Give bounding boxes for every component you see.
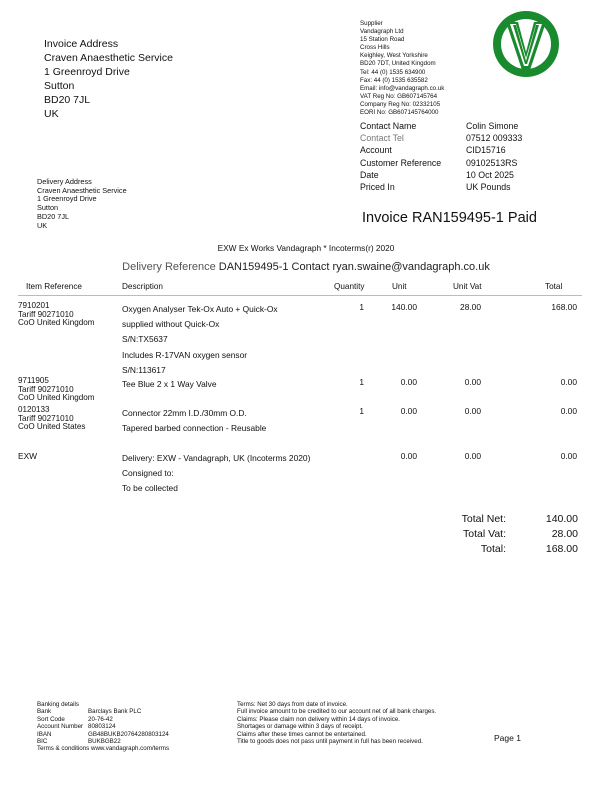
item-code: 0120133 bbox=[18, 405, 50, 414]
item-reference bbox=[18, 377, 94, 403]
supplier-line: Cross Hills bbox=[360, 44, 390, 52]
contact-label: Date bbox=[360, 169, 379, 180]
bank-value: BUKBGB22 bbox=[88, 738, 121, 746]
contact-label: Priced In bbox=[360, 182, 395, 193]
delivery-address-line: BD20 7JL bbox=[37, 211, 70, 221]
delivery-reference-value: DAN159495-1 Contact ryan.swaine@vandagraph.co.uk bbox=[218, 261, 490, 273]
delivery-address-line: UK bbox=[37, 220, 48, 230]
item-unit-vat: 28.00 bbox=[460, 302, 481, 312]
supplier-line: VAT Reg No: GB607145764 bbox=[360, 92, 438, 100]
header-item-reference: Item Reference bbox=[26, 282, 82, 291]
supplier-line: Vandagraph Ltd bbox=[360, 28, 404, 36]
item-unit: 0.00 bbox=[400, 377, 417, 387]
item-quantity: 1 bbox=[359, 377, 364, 387]
item-origin: CoO United States bbox=[18, 422, 86, 432]
bank-row bbox=[37, 708, 169, 715]
item-description-line: Tee Blue 2 x 1 Way Valve bbox=[122, 379, 217, 389]
supplier-line: EORI No: GB607145764000 bbox=[360, 109, 439, 117]
invoice-address-line: BD20 7JL bbox=[44, 94, 91, 106]
item-description bbox=[122, 406, 266, 436]
bank-row bbox=[37, 738, 169, 745]
total-vat-label: Total Vat: bbox=[463, 528, 506, 540]
item-description-line: S/N:113617 bbox=[122, 364, 166, 375]
total-vat-value: 28.00 bbox=[551, 528, 578, 540]
item-unit-vat: 0.00 bbox=[464, 406, 481, 416]
terms-line: Title to goods does not pass until payment in full has been received. bbox=[237, 738, 423, 746]
item-description-line: To be collected bbox=[122, 483, 178, 494]
item-unit: 0.00 bbox=[400, 451, 417, 461]
bank-row bbox=[37, 731, 169, 738]
item-code: 7910201 bbox=[18, 301, 50, 310]
supplier-line: Fax: 44 (0) 1535 635582 bbox=[360, 76, 428, 84]
supplier-line: 15 Station Road bbox=[360, 36, 405, 44]
item-origin: CoO United Kingdom bbox=[18, 318, 95, 328]
grand-total-label: Total: bbox=[480, 543, 506, 555]
item-total: 0.00 bbox=[560, 377, 577, 387]
item-tariff: Tariff 90271010 bbox=[18, 309, 74, 319]
delivery-address-line: Sutton bbox=[37, 203, 59, 213]
item-description bbox=[122, 377, 217, 392]
header-quantity: Quantity bbox=[334, 282, 365, 291]
bank-label: IBAN bbox=[37, 730, 52, 738]
delivery-address-heading: Delivery Address bbox=[37, 177, 92, 186]
supplier-line: Email: info@vandagraph.co.uk bbox=[360, 84, 445, 92]
header-total: Total bbox=[545, 282, 563, 291]
totals-block bbox=[420, 512, 578, 557]
bank-row bbox=[37, 723, 169, 730]
item-reference bbox=[18, 406, 85, 432]
item-description bbox=[122, 302, 278, 378]
bank-label: Account Number bbox=[37, 723, 84, 731]
item-total: 0.00 bbox=[560, 451, 577, 461]
contact-label: Contact Name bbox=[360, 121, 417, 131]
invoice-title: Invoice RAN159495-1 Paid bbox=[362, 210, 537, 226]
totals-row bbox=[420, 512, 578, 527]
item-description-line: supplied without Quick-Ox bbox=[122, 319, 220, 330]
contact-label: Customer Reference bbox=[360, 157, 442, 168]
contact-value: 10 Oct 2025 bbox=[466, 169, 514, 180]
item-unit-vat: 0.00 bbox=[464, 451, 481, 461]
bank-value: 20-76-42 bbox=[88, 715, 113, 723]
contact-label: Account bbox=[360, 145, 392, 156]
terms-line: Full invoice amount to be credited to our account net of all bank charges. bbox=[237, 708, 437, 716]
item-origin: CoO United Kingdom bbox=[18, 393, 95, 403]
banking-details-heading: Banking details bbox=[37, 701, 79, 708]
item-unit: 140.00 bbox=[391, 302, 417, 312]
bank-label: Bank bbox=[37, 708, 52, 716]
banking-details bbox=[37, 701, 169, 753]
contact-value: UK Pounds bbox=[466, 182, 511, 193]
item-total: 168.00 bbox=[551, 302, 577, 312]
contact-value: CID15716 bbox=[466, 145, 506, 156]
total-net-value: 140.00 bbox=[545, 513, 578, 525]
item-tariff: Tariff 90271010 bbox=[18, 384, 74, 394]
item-description-line: Consigned to: bbox=[122, 468, 174, 479]
item-tariff: Tariff 90271010 bbox=[18, 413, 74, 423]
payment-terms bbox=[237, 701, 436, 745]
incoterms-line: EXW Ex Works Vandagraph * Incoterms(r) 2020 bbox=[217, 243, 395, 253]
header-unit: Unit bbox=[392, 282, 407, 291]
item-reference bbox=[18, 302, 94, 328]
bank-value: 80803124 bbox=[88, 723, 116, 731]
contact-label: Contact Tel bbox=[360, 133, 404, 144]
item-unit: 0.00 bbox=[400, 406, 417, 416]
item-description bbox=[122, 451, 310, 497]
invoice-address-heading: Invoice Address bbox=[44, 38, 119, 50]
terms-line: Claims after these times cannot be entertained. bbox=[237, 730, 367, 738]
item-reference bbox=[18, 451, 37, 461]
item-description-line: Connector 22mm I.D./30mm O.D. bbox=[122, 408, 247, 418]
item-unit-vat: 0.00 bbox=[464, 377, 481, 387]
invoice-address-line: UK bbox=[44, 108, 59, 120]
supplier-line: BD20 7DT, United Kingdom bbox=[360, 60, 436, 68]
supplier-line: Keighley, West Yorkshire bbox=[360, 52, 428, 60]
grand-total-value: 168.00 bbox=[545, 543, 578, 555]
item-description-line: S/N:TX5637 bbox=[122, 334, 168, 345]
bank-label: BIC bbox=[37, 738, 48, 746]
supplier-heading: Supplier bbox=[360, 20, 383, 27]
total-net-label: Total Net: bbox=[461, 513, 506, 525]
supplier-line: Tel: 44 (0) 1535 634900 bbox=[360, 68, 426, 76]
item-code: EXW bbox=[18, 451, 38, 461]
bank-row bbox=[37, 716, 169, 723]
totals-row bbox=[420, 542, 578, 557]
terms-conditions-link[interactable]: Terms & conditions www.vandagraph.com/terms bbox=[37, 745, 170, 753]
item-description-line: Tapered barbed connection - Reusable bbox=[122, 423, 267, 434]
delivery-address-line: 1 Greenroyd Drive bbox=[37, 194, 97, 204]
item-description-line: Delivery: EXW - Vandagraph, UK (Incoterms 2020) bbox=[122, 453, 311, 463]
delivery-reference-label: Delivery Reference bbox=[122, 261, 216, 273]
supplier-line: Company Reg No: 02332105 bbox=[360, 100, 441, 108]
invoice-address-line: Craven Anaesthetic Service bbox=[44, 52, 173, 64]
item-description-line: Oxygen Analyser Tek-Ox Auto + Quick-Ox bbox=[122, 304, 278, 314]
item-description-line: Includes R-17VAN oxygen sensor bbox=[122, 349, 248, 360]
terms-line: Shortages or damage within 3 days of receipt. bbox=[237, 723, 363, 731]
delivery-address-line: Craven Anaesthetic Service bbox=[37, 185, 127, 195]
contact-value: 09102513RS bbox=[466, 157, 518, 168]
bank-value: Barclays Bank PLC bbox=[88, 708, 142, 716]
contact-value: 07512 009333 bbox=[466, 133, 523, 144]
invoice-address-line: Sutton bbox=[44, 80, 75, 92]
invoice-address-line: 1 Greenroyd Drive bbox=[44, 66, 130, 78]
bank-label: Sort Code bbox=[37, 715, 65, 723]
item-total: 0.00 bbox=[560, 406, 577, 416]
item-quantity: 1 bbox=[359, 302, 364, 312]
item-quantity: 1 bbox=[359, 406, 364, 416]
bank-value: GB48BUKB20764280803124 bbox=[88, 730, 169, 738]
header-description: Description bbox=[122, 282, 163, 291]
terms-line: Terms: Net 30 days from date of invoice. bbox=[237, 701, 348, 708]
header-unit-vat: Unit Vat bbox=[453, 282, 482, 291]
totals-row bbox=[420, 527, 578, 542]
terms-line: Claims: Please claim non delivery within 14 days of invoice. bbox=[237, 715, 401, 723]
page-number: Page 1 bbox=[494, 733, 521, 743]
contact-value: Colin Simone bbox=[466, 121, 519, 131]
item-code: 9711905 bbox=[18, 376, 49, 385]
